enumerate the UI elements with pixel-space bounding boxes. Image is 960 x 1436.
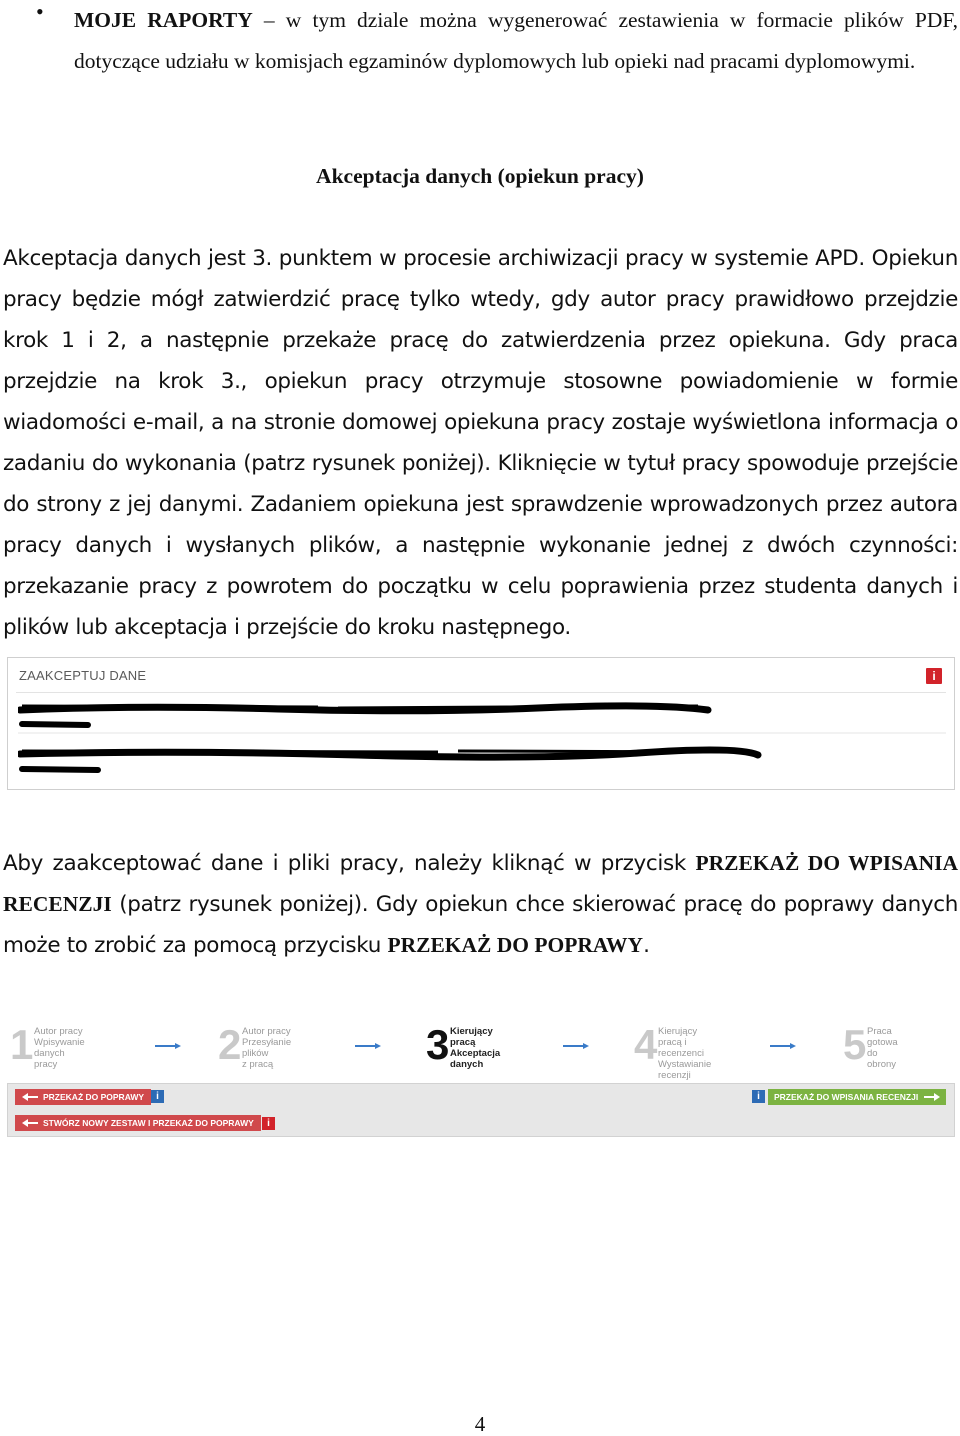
step-label: Kierujący pracą i recenzenci Wystawianie recenzji (658, 1026, 712, 1081)
arrow-left-icon (22, 1093, 38, 1101)
accept-data-panel (7, 657, 955, 790)
bullet-title: MOJE RAPORTY (74, 8, 253, 32)
instructions-text-2: (patrz rysunek poniżej). Gdy opiekun chce skierować pracę do poprawy danych może to zrobić za pomocą przycisku (3, 892, 958, 958)
return-for-correction-button[interactable] (15, 1089, 151, 1105)
button-label: PRZEKAŻ DO WPISANIA RECENZJI (774, 1092, 919, 1102)
redacted-task-2 (18, 746, 946, 780)
paragraph-instructions (3, 843, 958, 966)
panel-title: ZAAKCEPTUJ DANE (19, 668, 147, 683)
step-label: Autor pracy Wpisywanie danych pracy (34, 1026, 85, 1070)
step-label: Autor pracy Przesyłanie plików z pracą (242, 1026, 292, 1070)
button-label: STWÓRZ NOWY ZESTAW I PRZEKAŻ DO POPRAWY (43, 1118, 254, 1128)
step-label: Kierujący pracą Akceptacja danych (450, 1026, 501, 1070)
step-arrow-icon (770, 1043, 796, 1049)
step-arrow-icon (155, 1043, 181, 1049)
bullet-symbol: • (36, 0, 44, 24)
step-label: Praca gotowa do obrony (867, 1026, 898, 1070)
step-number: 5 (843, 1021, 867, 1068)
button-label: PRZEKAŻ DO POPRAWY (43, 1092, 145, 1102)
step-arrow-icon (563, 1043, 589, 1049)
info-icon[interactable]: i (262, 1117, 275, 1130)
actions-panel (7, 1083, 955, 1137)
instructions-text-1: Aby zaakceptować dane i pliki pracy, należy kliknąć w przycisk (3, 851, 696, 876)
info-icon[interactable]: i (151, 1090, 164, 1103)
step-number: 2 (218, 1021, 242, 1068)
new-set-and-return-button[interactable] (15, 1115, 261, 1131)
arrow-left-icon (22, 1119, 38, 1127)
panel-divider (16, 692, 946, 693)
step-number: 1 (10, 1021, 34, 1068)
bullet-paragraph (74, 0, 958, 82)
page-number: 4 (474, 1412, 486, 1436)
instructions-bold-review: PRZEKAŻ DO WPISANIA RECENZJI (3, 851, 958, 916)
section-heading: Akceptacja danych (opiekun pracy) (316, 164, 644, 188)
arrow-right-icon (924, 1093, 940, 1101)
info-icon[interactable]: i (926, 668, 942, 684)
instructions-bold-return: PRZEKAŻ DO POPRAWY (387, 933, 644, 957)
info-icon[interactable]: i (752, 1090, 765, 1103)
step-number: 3 (426, 1021, 450, 1068)
paragraph-intro: Akceptacja danych jest 3. punktem w procesie archiwizacji pracy w systemie APD. Opiekun pracy będzie mógł zatwierdzić pracę tylko wtedy, gdy autor pracy prawidłowo przejdzie krok 1 i 2, a następnie przekaże pracę do zatwierdzenia przez opiekuna. Gdy praca przejdzie na krok 3., opiekun pracy otrzymuje stosowne powiadomienie w formie wiadomości e-mail, a na stronie domowej opiekuna pracy zostaje wyświetlona informacja o zadaniu do wykonania (patrz rysunek poniżej). Kliknięcie w tytuł pracy spowoduje przejście do strony z jej danymi. Zadaniem opiekuna jest sprawdzenie wprowadzonych przez autora pracy danych i wysłanych plików, a następnie wykonanie jednej z dwóch czynności: przekazanie pracy z powrotem do początku w celu poprawienia przez studenta danych i plików lub akceptacja i przejście do kroku następnego. (3, 246, 958, 640)
step-arrow-icon (355, 1043, 381, 1049)
bullet-text: – w tym dziale można wygenerować zestawienia w formacie plików PDF, dotyczące udziału w komisjach egzaminów dyplomowych lub opieki nad pracami dyplomowymi. (74, 8, 959, 73)
redacted-task-1 (18, 702, 946, 736)
instructions-text-3: . (643, 933, 650, 958)
step-number: 4 (634, 1021, 658, 1068)
forward-to-review-button[interactable] (768, 1089, 946, 1105)
